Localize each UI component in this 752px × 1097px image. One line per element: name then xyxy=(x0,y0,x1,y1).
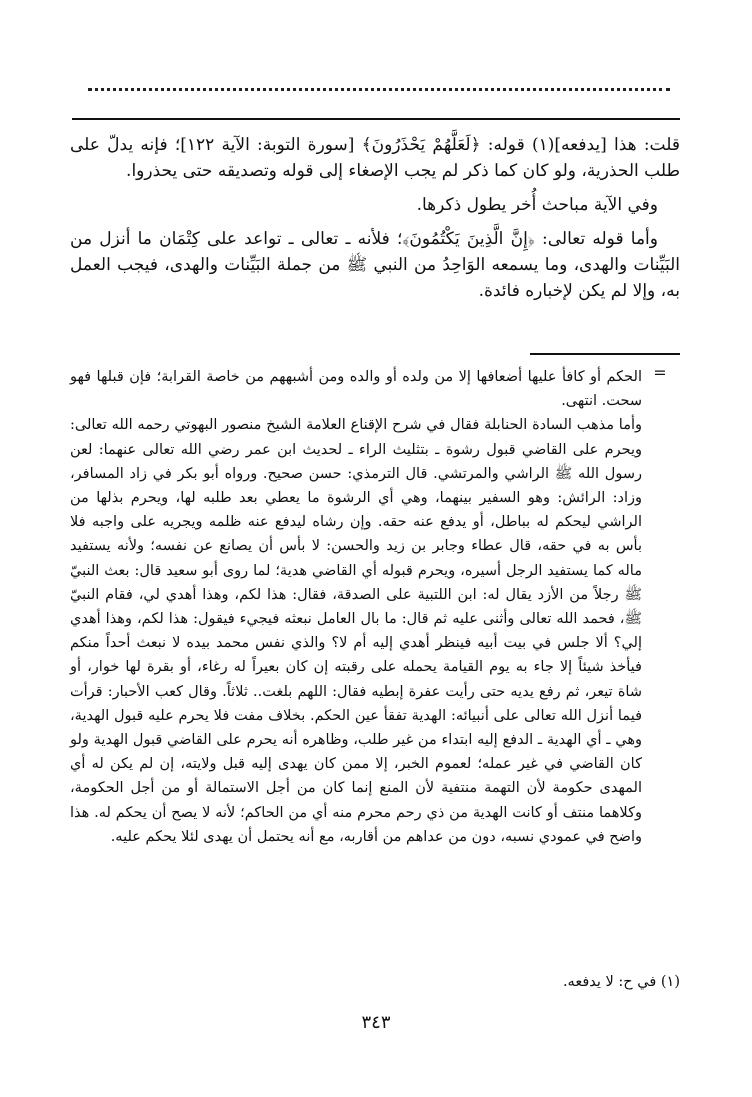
main-paragraph-1: قلت: هذا [يدفعه](١) قوله: ﴿لَعَلَّهُمْ يَحْذَرُونَ﴾ [سورة التوبة: الآية ١٢٢]؛ فإنه يدلّ على طلب الحذرية، ولو كان كما ذكر لم يجب الإصغاء إلى قوله وتصديقه حتى يحذروا. xyxy=(70,135,680,181)
footnote-separator xyxy=(530,353,680,355)
footnote-paragraph-2: وأما مذهب السادة الحنابلة فقال في شرح الإقناع العلامة الشيخ منصور البهوتي رحمه الله تعالى: ويحرم على القاضي قبول رشوة ـ بتثليث الراء ـ لحديث ابن عمر رضي الله تعالى عنهما: لعن رسول الله ﷺ الراشي والمرتشي. قال الترمذي: حسن صحيح. ورواه أبو بكر في زاد المسافر، وزاد: الرائش: وهو السفير بينهما، وهي أي الرشوة ما يعطي بعد طلبه لها، ويحرم بذلها من الراشي ليحكم له بباطل، أو يدفع عنه حقه. وإن رشاه ليدفع عنه ظلمه ويجريه على واجبه فلا بأس به في حقه، قال عطاء وجابر بن زيد والحسن: لا بأس أن يصانع عن نفسه؛ ولأنه يستفيد ماله كما يستفيد الرجل أسيره، ويحرم قبوله أي القاضي هدية؛ لما روى أبو سعيد قال: بعث النبيّ ﷺ رجلاً من الأزد يقال له: ابن اللتبية على الصدقة، فقال: هذا لكم، وهذا أهدي لي، فقام النبيّ ﷺ، فحمد الله تعالى وأثنى عليه ثم قال: ما بال العامل نبعثه فيجيء فيقول: هذا لكم، وهذا أهدي إلي؟ ألا جلس في بيت أبيه فينظر أهدي إليه أم لا؟ والذي نفس محمد بيده لا نبعث أحداً منكم فيأخذ شيئاً إلا جاء به يوم القيامة يحمله على رقبته إن كان بعيراً له رغاء، أو بقرة لها خوار، أو شاة تيعر، ثم رفع يديه حتى رأيت عفرة إبطيه فقال: اللهم بلغت.. ثلاثاً. وقال كعب الأحبار: قرأت فيما أنزل الله تعالى على أنبيائه: الهدية تفقأ عين الحكم. بخلاف مفت فلا يحرم عليه قبول الهدية، وهي ـ أي الهدية ـ الدفع إليه ابتداء من غير طلب، وظاهره أنه يحرم على القاضي قبول الهدية ولو كان القاضي في غير عمله؛ لعموم الخبر، إلا ممن كان يهدى إليه قبل ولايته، إن لم يكن له أي المهدى حكومة لأن التهمة منتفية لأن المنع إنما كان من أجل الاستمالة أو من أجل الحكومة، وكلاهما منتف أو كانت الهدية من ذي رحم محرم منه أي من الحاكم؛ لأنه لا يصح أن يحكم له. هذا واضح في عمودي نسبه، دون من عداهم من أقاربه، مع أنه يحتمل أن يهدى لئلا يحكم عليه. xyxy=(70,417,642,845)
main-paragraph-3: وأما قوله تعالى: ﴿إِنَّ الَّذِينَ يَكْتُمُونَ﴾؛ فلأنه ـ تعالى ـ تواعد على كِتْمَان ما أنزل من البَيِّنات والهدى، وما يسمعه الوَاحِدُ من النبي ﷺ من جملة البَيِّنات والهدى، فيجب العمل به، وإلا لم يكن لإخباره فائدة. xyxy=(70,229,680,301)
header-rule xyxy=(72,118,680,120)
footnote-continuation-marker: = xyxy=(653,363,667,382)
main-paragraph-2: وفي الآية مباحث أُخر يطول ذكرها. xyxy=(416,195,658,215)
footnote-block xyxy=(70,365,642,849)
dotted-header-rule xyxy=(88,88,670,91)
page-number: ٣٤٣ xyxy=(361,1012,391,1033)
footnote-paragraph-1: الحكم أو كافأ عليها أضعافها إلا من ولده أو والده ومن أشبههم من خاصة القرابة؛ فإن قبلها فهو سحت. انتهى. xyxy=(70,369,642,410)
main-text-block xyxy=(70,132,680,312)
footnote-1: (١) في ح: لا يدفعه. xyxy=(562,974,680,990)
